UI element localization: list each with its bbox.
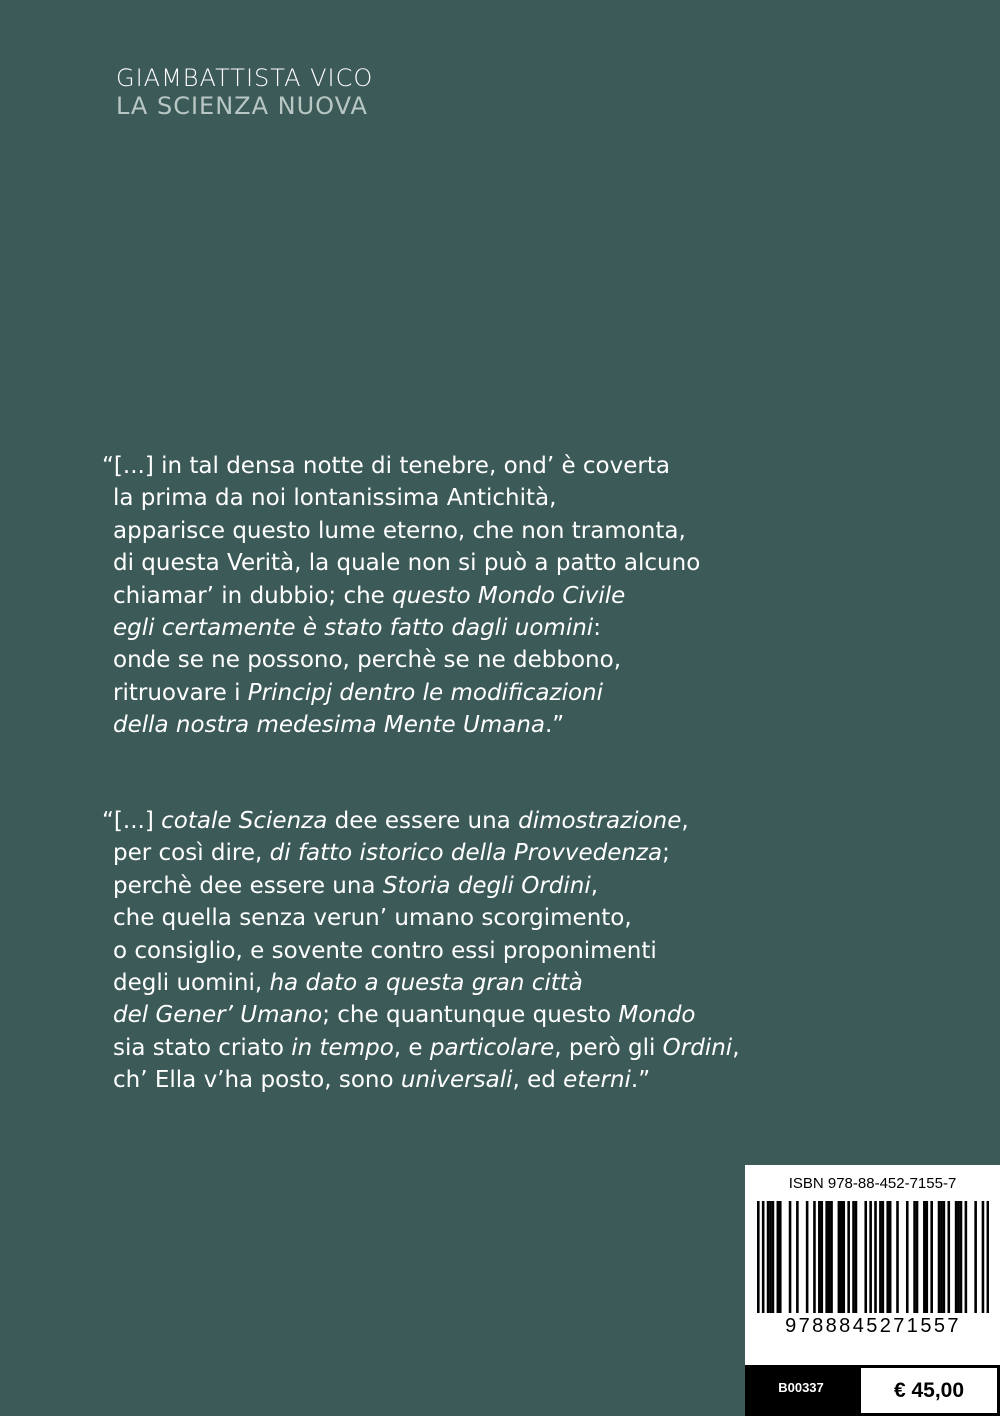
barcode-bar <box>855 1201 858 1313</box>
quote-line <box>102 709 700 741</box>
quote-line <box>102 999 740 1031</box>
barcode-bar <box>926 1201 929 1313</box>
quote-text: , <box>732 1034 740 1061</box>
barcode-bar <box>974 1201 977 1313</box>
barcode-bar <box>982 1201 985 1313</box>
quote-italic-text: particolare <box>429 1034 555 1061</box>
quote-italic-text: in tempo <box>291 1034 394 1061</box>
quote-text: di questa Verità, la quale non si può a patto alcuno <box>113 550 701 577</box>
quote-italic-text: universali <box>400 1067 513 1094</box>
quote-text: o consiglio, e sovente contro essi proponimenti <box>113 937 657 964</box>
quote-text: : <box>593 615 601 642</box>
barcode-bar <box>828 1201 831 1313</box>
quote-line <box>102 967 740 999</box>
barcode-digits: 9788845271557 <box>785 1315 961 1337</box>
quote-line <box>102 547 700 579</box>
barcode-bar <box>923 1201 926 1313</box>
quote-line <box>102 902 740 934</box>
barcode-bar <box>947 1201 950 1313</box>
author-name: GIAMBATTISTA VICO <box>116 64 374 92</box>
quote-italic-text: questo Mondo Civile <box>392 582 626 609</box>
quote-text: , e <box>393 1034 430 1061</box>
price-label: € 45,00 <box>861 1368 997 1413</box>
barcode-bar <box>818 1201 821 1313</box>
barcode-bar <box>769 1201 772 1313</box>
quote-italic-text: della nostra medesima Mente Umana <box>113 712 545 739</box>
barcode-bar <box>913 1201 916 1313</box>
quote-italic-text: egli certamente è stato fatto dagli uomini <box>113 615 594 642</box>
quote-line <box>102 1064 740 1096</box>
quote-text: perchè dee essere una <box>113 872 383 899</box>
quote-text: .” <box>630 1067 651 1094</box>
quote-text: onde se ne possono, perchè se ne debbono, <box>113 647 622 674</box>
barcode-bar <box>852 1201 855 1313</box>
barcode-bar <box>757 1201 760 1313</box>
quote-text: , <box>681 808 689 834</box>
quote-text: la prima da noi lontanissima Antichità, <box>113 485 557 512</box>
barcode-bar <box>864 1201 867 1313</box>
quote-line <box>102 450 700 482</box>
quote-text: che quella senza verun’ umano scorgimento, <box>113 905 632 932</box>
barcode-bar <box>830 1201 833 1313</box>
barcode-bars <box>757 1201 989 1313</box>
barcode-bar <box>789 1201 792 1313</box>
barcode-bar <box>779 1201 782 1313</box>
book-title: LA SCIENZA NUOVA <box>116 92 368 120</box>
quote-italic-text: dimostrazione <box>518 808 682 834</box>
quote-text: ; che quantunque questo <box>322 1002 619 1029</box>
quote-line <box>102 805 740 837</box>
barcode-bar <box>987 1201 989 1313</box>
barcode-box <box>745 1165 1000 1416</box>
quote-text: chiamar’ in dubbio; che <box>113 582 393 609</box>
quote-text: , <box>590 872 599 899</box>
barcode-bar <box>879 1201 882 1313</box>
barcode-bar <box>847 1201 850 1313</box>
quote-line <box>102 644 700 676</box>
quote-line <box>102 677 700 709</box>
barcode-bar <box>965 1201 968 1313</box>
barcode-bar <box>930 1201 933 1313</box>
barcode-bar <box>906 1201 909 1313</box>
barcode-bar <box>820 1201 823 1313</box>
barcode-bar <box>762 1201 765 1313</box>
barcode-bar <box>960 1201 963 1313</box>
quote-line <box>102 837 740 869</box>
quote-italic-text: cotale Scienza <box>161 808 328 834</box>
quote-italic-text: ha dato a questa gran città <box>269 970 583 997</box>
barcode-bar <box>813 1201 816 1313</box>
barcode-bar <box>806 1201 809 1313</box>
cover-header <box>116 64 373 120</box>
quote-text: apparisce questo lume eterno, che non tramonta, <box>113 517 686 544</box>
quote-text: “[...] in tal densa notte di tenebre, ond’ è coverta <box>102 453 670 479</box>
price-row <box>745 1365 1000 1416</box>
barcode-bar <box>840 1201 843 1313</box>
barcode-bar <box>825 1201 828 1313</box>
barcode-bar <box>896 1201 899 1313</box>
quote-text: ritruovare i <box>113 679 248 706</box>
quote-text: ; <box>662 840 670 867</box>
barcode-bar <box>938 1201 941 1313</box>
barcode-bar <box>838 1201 841 1313</box>
quote-italic-text: di fatto istorico della Provvedenza <box>269 840 663 867</box>
barcode-bar <box>940 1201 943 1313</box>
quote-text: ch’ Ella v’ha posto, sono <box>113 1067 401 1094</box>
quote-line <box>102 612 700 644</box>
barcode-bar <box>777 1201 780 1313</box>
barcode-bar <box>916 1201 919 1313</box>
quote-text: per così dire, <box>113 840 270 867</box>
barcode-bar <box>957 1201 960 1313</box>
quote-line <box>102 870 740 902</box>
quote-line <box>102 1032 740 1064</box>
barcode-bar <box>943 1201 946 1313</box>
barcode-bar <box>882 1201 885 1313</box>
quote-text: degli uomini, <box>113 970 270 997</box>
quote-block-1 <box>102 450 700 742</box>
quote-line <box>102 515 700 547</box>
quote-italic-text: del Gener’ Umano <box>113 1002 323 1029</box>
barcode-bar <box>874 1201 877 1313</box>
quote-block-2 <box>102 805 740 1097</box>
quote-text: sia stato criato <box>113 1034 292 1061</box>
barcode-bar <box>842 1201 845 1313</box>
barcode-bar <box>796 1201 799 1313</box>
quote-text: dee essere una <box>327 808 519 834</box>
barcode-bar <box>869 1201 872 1313</box>
product-code: B00337 <box>778 1380 824 1395</box>
barcode-bar <box>955 1201 958 1313</box>
barcode-bar <box>886 1201 889 1313</box>
quote-italic-text: Ordini <box>662 1034 733 1061</box>
barcode-bar <box>772 1201 775 1313</box>
quote-line <box>102 935 740 967</box>
quote-text: , però gli <box>554 1034 663 1061</box>
isbn-label: ISBN 978-88-452-7155-7 <box>788 1175 957 1192</box>
quote-line <box>102 580 700 612</box>
quote-line <box>102 482 700 514</box>
quote-text: .” <box>545 712 565 739</box>
quote-italic-text: eterni <box>563 1067 631 1094</box>
barcode-bar <box>889 1201 892 1313</box>
quote-italic-text: Storia degli Ordini <box>382 872 591 899</box>
quote-text: “[...] <box>102 808 162 834</box>
barcode-bar <box>767 1201 770 1313</box>
quote-italic-text: Mondo <box>618 1002 696 1029</box>
quote-text: , ed <box>512 1067 564 1094</box>
quote-italic-text: Principj dentro le modificazioni <box>247 679 604 706</box>
